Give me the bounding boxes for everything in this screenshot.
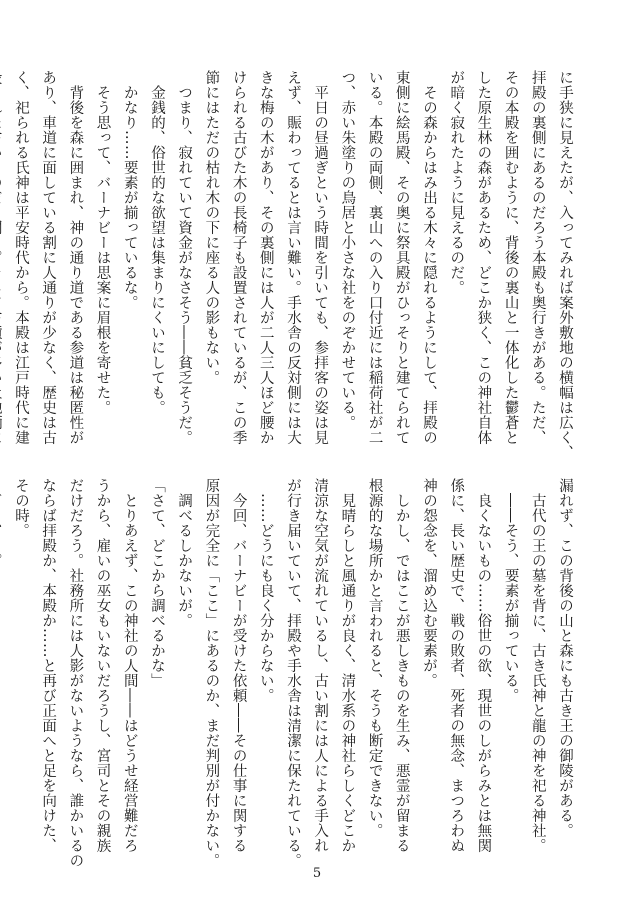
text-line: いる。本殿の両側、裏山への入り口付近には稲荷社が二 xyxy=(366,70,383,445)
text-line: ……どうにも良く分からない。 xyxy=(257,478,274,703)
text-line: 調べるしかないが。 xyxy=(176,478,193,628)
text-line: く、祀られる氏神は平安時代から。本殿は江戸時代に建 xyxy=(12,70,29,445)
text-line: うから、雇いの巫女もいないだろうし、宮司とその親族 xyxy=(94,478,111,853)
text-line: 背後を森に囲まれ、神の通り道である参道は秘匿性が xyxy=(67,70,84,445)
text-line: だけだろう。社務所には人影がないようなら、誰かいるの xyxy=(67,478,84,868)
text-line: に手狭に見えたが、入ってみれば案外敷地の横幅は広く、 xyxy=(557,70,573,460)
text-line: 平日の昼過ぎという時間を引いても、参拝客の姿は見 xyxy=(312,70,329,445)
text-line: 見晴らしと風通りが良く、清水系の神社らしくどこか xyxy=(339,478,356,853)
text-line: とりあえず、この神社の人間――はどうせ経営難だろ xyxy=(121,478,138,853)
text-line: しかし、ではここが悪しきものを生み、悪霊が留まる xyxy=(393,478,410,853)
text-line: 良くないもの……俗世の欲、現世のしがらみとは無関 xyxy=(475,478,492,853)
text-line: した原生林の森があるため、どこか狭く、この神社自体 xyxy=(475,70,492,445)
text-line: 節にはただの枯れ木の下に座る人の影もない。 xyxy=(203,70,220,385)
text-line: かなり……要素が揃っているな。 xyxy=(121,70,138,310)
text-line: 神の怨念を、溜め込む要素が。 xyxy=(420,478,437,688)
text-line: が暗く寂れたように見えるのだ。 xyxy=(448,70,465,295)
text-line: 「さて、どこから調べるかな」 xyxy=(148,478,165,688)
text-line: けられる古びた木の長椅子も設置されているが、この季 xyxy=(230,70,247,445)
text-line: つまり、寂れていて資金がなさそう――貧乏そうだ。 xyxy=(176,70,193,445)
text-line: 漏れず、この背後の山と森にも古き王の御陵がある。 xyxy=(557,478,573,838)
upper-text-block xyxy=(0,70,578,460)
lower-text-block xyxy=(0,478,578,868)
page-number: 5 xyxy=(312,866,322,881)
text-line: 原因が完全に「ここ」にあるのか、まだ判別が付かない。 xyxy=(203,478,220,868)
text-line: 古代の王の墓を背に、古き氏神と龍の神を祀る神社。 xyxy=(529,478,546,853)
text-line: 今回、バーナビーが受けた依頼――その仕事に関する xyxy=(230,478,247,853)
text-line: その時。 xyxy=(12,478,29,538)
text-line xyxy=(0,70,7,425)
text-line: ――そう、要素が揃っている。 xyxy=(502,478,519,703)
text-line: 拝殿の裏側にあるのだろう本殿も奥行きがある。ただ、 xyxy=(529,70,546,445)
text-line: 清涼な空気が流れているし、古い割には人による手入れ xyxy=(312,478,329,853)
text-line: その森からはみ出る木々に隠れるようにして、拝殿の xyxy=(420,70,437,445)
text-line: 東側に絵馬殿、その奥に祭具殿がひっそりと建てられて xyxy=(393,70,410,445)
text-line: その本殿を囲むように、背後の裏山と一体化した鬱蒼と xyxy=(502,70,519,445)
text-line: が行き届いていて、拝殿や手水舎は清潔に保たれている。 xyxy=(284,478,301,868)
text-line: 根源的な場所かと言われると、そうも断定できない。 xyxy=(366,478,383,838)
text-line: 金銭的、俗世的な欲望は集まりにくいにしても。 xyxy=(148,70,165,415)
text-line: きな梅の木があり、その裏側には人が二人三人ほど腰か xyxy=(257,70,274,445)
text-line xyxy=(0,478,7,833)
text-line: ならば拝殿か、本殿か……と再び正面へと足を向けた、 xyxy=(40,478,57,853)
text-line: あり、車道に面している割に人通りが少なく、歴史は古 xyxy=(40,70,57,445)
text-line: つ、赤い朱塗りの鳥居と小さな社をのぞかせている。 xyxy=(339,70,356,430)
text-line: そう思って、バーナビーは思案に眉根を寄せた。 xyxy=(94,70,111,415)
text-line: えず、賑わってるとは言い難い。手水舎の反対側には大 xyxy=(284,70,301,445)
text-line: 係に、長い歴史で、戦の敗者、死者の無念、まつろわぬ xyxy=(448,478,465,853)
